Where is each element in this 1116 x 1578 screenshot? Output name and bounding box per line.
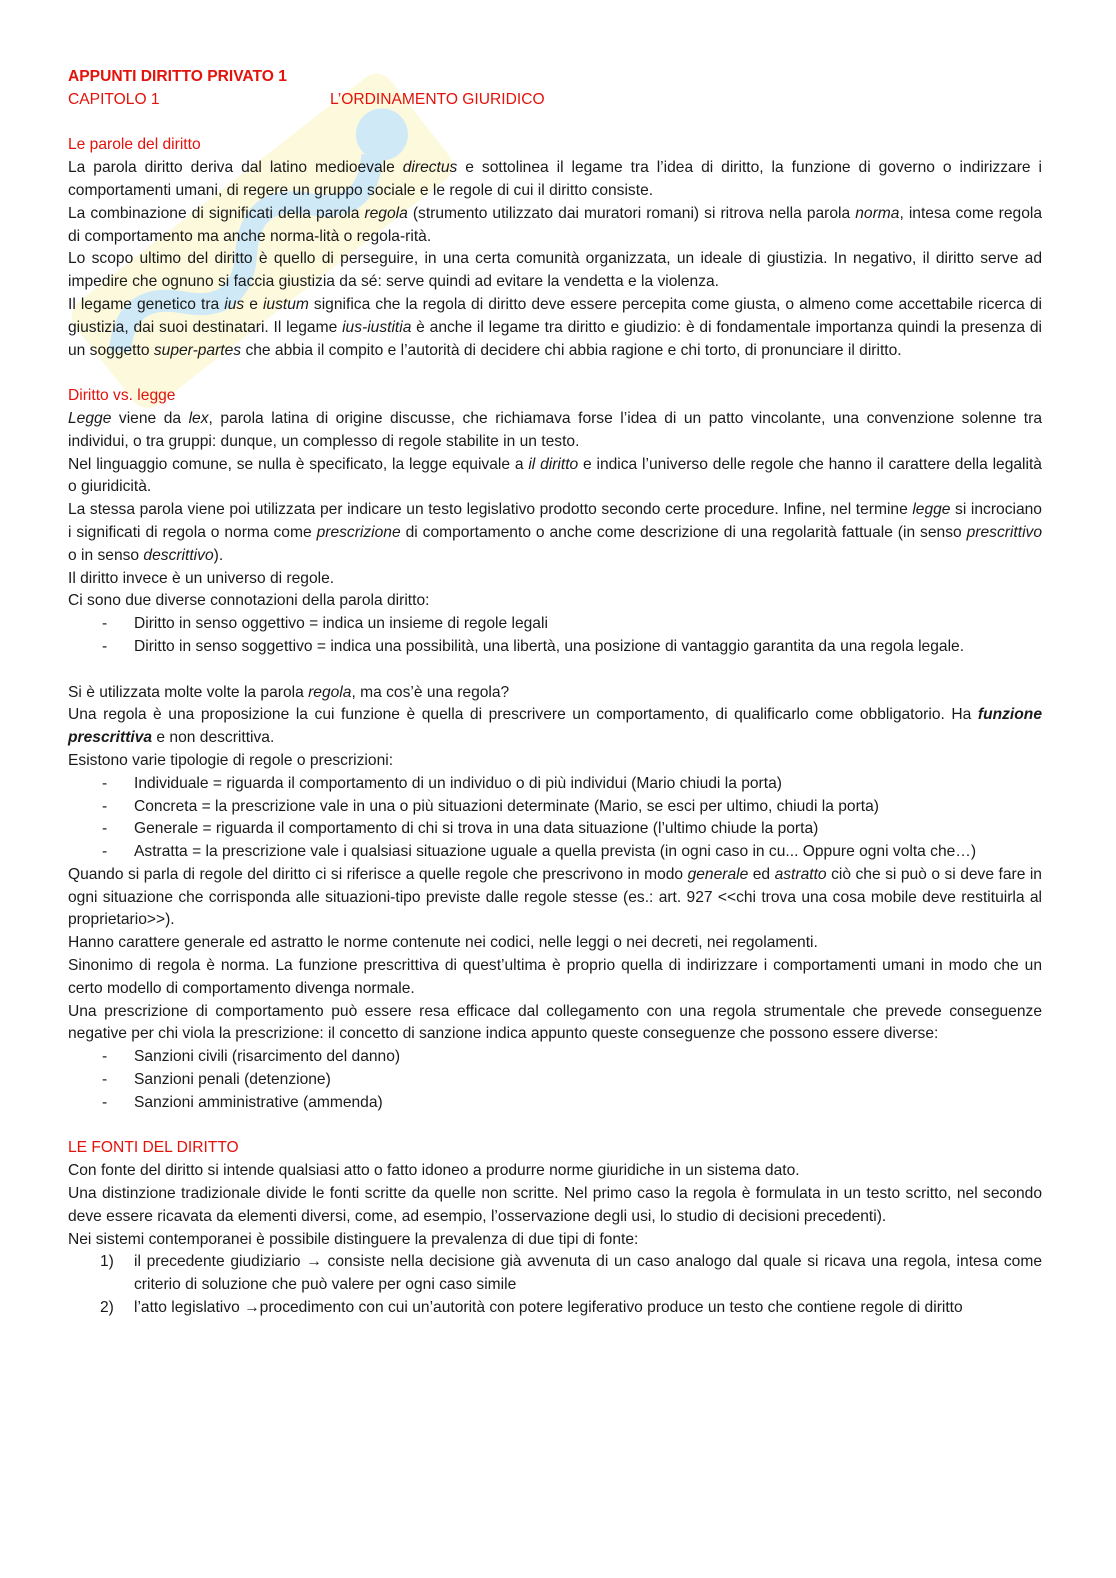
chapter-line bbox=[68, 89, 1042, 112]
paragraph: Nei sistemi contemporanei è possibile distinguere la prevalenza di due tipi di fonte: bbox=[68, 1230, 639, 1248]
paragraph: Ci sono due diverse connotazioni della parola diritto: bbox=[68, 592, 430, 610]
paragraph: Lo scopo ultimo del diritto è quello di perseguire, in una certa comunità organizzata, un ideale di giustizia. In negativo, il diritto serve ad impedire che ognuno si faccia giustizia da sé: serve quindi ad evitare la vendetta e la violenza. bbox=[68, 250, 1042, 291]
paragraph: Nel linguaggio comune, se nulla è specificato, la legge equivale a il diritto e indica l’universo delle regole che hanno il carattere della legalità o giuridicità. bbox=[68, 455, 1042, 496]
paragraph: Una prescrizione di comportamento può essere resa efficace dal collegamento con una regola strumentale che prevede conseguenze negative per chi viola la prescrizione: il concetto di sanzione indica appunto queste conseguenze che possono essere diverse: bbox=[68, 1002, 1042, 1043]
list-item: - Diritto in senso soggettivo = indica una possibilità, una libertà, una posizione di vantaggio garantita da una regola legale. bbox=[68, 636, 1042, 659]
paragraph: Esistono varie tipologie di regole o prescrizioni: bbox=[68, 751, 394, 769]
list-item: - Diritto in senso oggettivo = indica un insieme di regole legali bbox=[68, 613, 1042, 636]
paragraph: La combinazione di significati della parola regola (strumento utilizzato dai muratori romani) si ritrova nella parola norma, intesa come regola di comportamento ma anche norma-lità o regola-rità. bbox=[68, 204, 1043, 245]
list-item: - Sanzioni penali (detenzione) bbox=[68, 1069, 1042, 1092]
paragraph: Sinonimo di regola è norma. La funzione prescrittiva di quest’ultima è proprio quella di indirizzare i comportamenti umani in modo che un certo modello di comportamento divenga normale. bbox=[68, 957, 1042, 997]
chapter-number: CAPITOLO 1 bbox=[68, 90, 160, 108]
list-item: - Concreta = la prescrizione vale in una o più situazioni determinate (Mario, se esci per ultimo, chiudi la porta) bbox=[68, 796, 1042, 819]
list-item: - Sanzioni amministrative (ammenda) bbox=[68, 1092, 1042, 1115]
section-heading-parole: Le parole del diritto bbox=[68, 136, 201, 154]
paragraph: Il diritto invece è un universo di regole. bbox=[68, 569, 335, 587]
section-heading-fonti: LE FONTI DEL DIRITTO bbox=[68, 1139, 239, 1157]
paragraph: La stessa parola viene poi utilizzata per indicare un testo legislativo prodotto secondo certe procedure. Infine, nel termine legge si incrociano i significati di regola o norma come prescrizione di comportamento o anche come descrizione di una regolarità fattuale (in senso prescrittivo o in senso descrittivo). bbox=[68, 501, 1042, 564]
chapter-name: L’ORDINAMENTO GIURIDICO bbox=[330, 90, 545, 108]
paragraph: Hanno carattere generale ed astratto le norme contenute nei codici, nelle leggi o nei decreti, nei regolamenti. bbox=[68, 934, 818, 952]
bullet-list bbox=[68, 1046, 1042, 1114]
paragraph: Una distinzione tradizionale divide le fonti scritte da quelle non scritte. Nel primo caso la regola è formulata in un testo scritto, nel secondo deve essere ricavata da elementi diversi, come, ad esempio, l’osservazione degli usi, lo studio di decisioni precedenti). bbox=[68, 1185, 1042, 1225]
list-item: - Astratta = la prescrizione vale i qualsiasi situazione uguale a quella prevista (in ogni caso in cu... Oppure ogni volta che…) bbox=[68, 841, 1042, 864]
bullet-list bbox=[68, 773, 1042, 864]
bullet-list bbox=[68, 613, 1042, 659]
list-item: 1) il precedente giudiziario → consiste nella decisione già avvenuta di un caso analogo dal quale si ricava una regola, intesa come criterio di soluzione che può valere per ogni caso simile bbox=[100, 1253, 1042, 1294]
paragraph: Quando si parla di regole del diritto ci si riferisce a quelle regole che prescrivono in modo generale ed astratto ciò che si può o si deve fare in ogni situazione che corrisponda alle situazioni-tipo previste dalle regole stesse (es.: art. 927 <<chi trova una cosa mobile deve restituirla al proprietario>>). bbox=[68, 865, 1042, 929]
numbered-list bbox=[68, 1251, 1042, 1319]
section-heading-diritto-legge: Diritto vs. legge bbox=[68, 387, 176, 405]
list-item: - Individuale = riguarda il comportamento di un individuo o di più individui (Mario chiudi la porta) bbox=[68, 773, 1042, 796]
list-item: 2) l’atto legislativo →procedimento con cui un’autorità con potere legiferativo produce un testo che contiene regole di diritto bbox=[100, 1299, 963, 1317]
paragraph: Si è utilizzata molte volte la parola regola, ma cos’è una regola? bbox=[68, 683, 510, 701]
list-item: - Generale = riguarda il comportamento di chi si trova in una data situazione (l’ultimo chiude la porta) bbox=[68, 818, 1042, 841]
paragraph: Una regola è una proposizione la cui funzione è quella di prescrivere un comportamento, di qualificarlo come obbligatorio. Ha funzione prescrittiva e non descrittiva. bbox=[68, 706, 1042, 747]
paragraph: Il legame genetico tra ius e iustum significa che la regola di diritto deve essere percepita come giusta, o almeno come accettabile ricerca di giustizia, dai suoi destinatari. Il legame ius-iustitia è anche il legame tra diritto e giudizio: è di fondamentale importanza quindi la presenza di un soggetto super-partes che abbia il compito e l’autorità di decidere chi abbia ragione e chi torto, di pronunciare il diritto. bbox=[68, 295, 1042, 359]
document-page bbox=[68, 66, 1042, 1320]
paragraph: Legge viene da lex, parola latina di origine discusse, che richiamava forse l’idea di un patto vincolante, una convenzione solenne tra individui, o tra gruppi: dunque, un complesso di regole stabilite in un testo. bbox=[68, 409, 1042, 450]
paragraph: Con fonte del diritto si intende qualsiasi atto o fatto idoneo a produrre norme giuridiche in un sistema dato. bbox=[68, 1162, 800, 1180]
list-item: - Sanzioni civili (risarcimento del danno) bbox=[68, 1046, 1042, 1069]
document-title: APPUNTI DIRITTO PRIVATO 1 bbox=[68, 68, 287, 85]
paragraph: La parola diritto deriva dal latino medioevale directus e sottolinea il legame tra l’idea di diritto, la funzione di governo o indirizzare i comportamenti umani, di regere un gruppo sociale e le regole di cui il diritto consiste. bbox=[68, 159, 1042, 199]
